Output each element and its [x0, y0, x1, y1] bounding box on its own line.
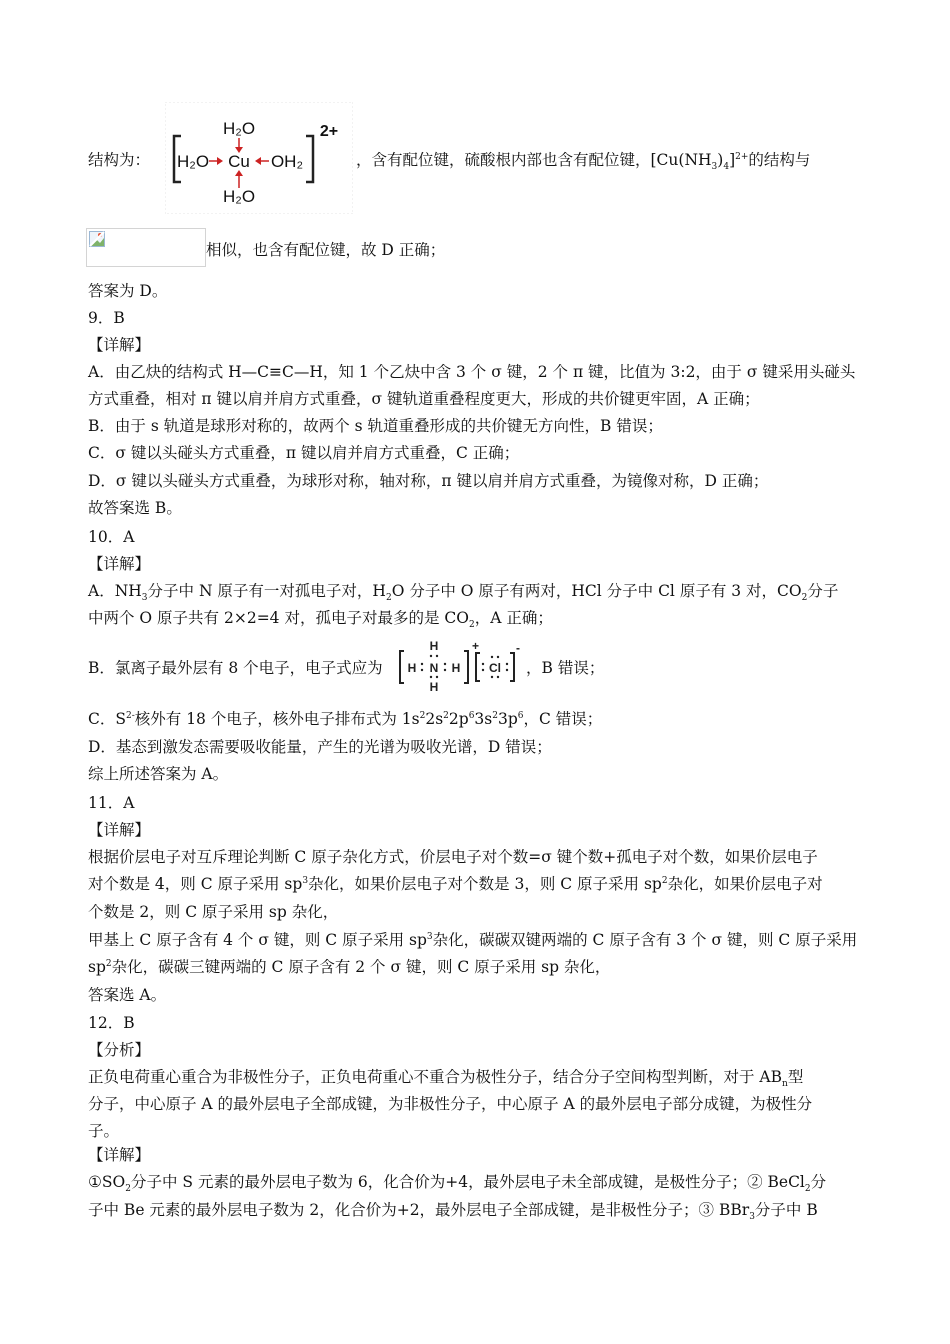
- text: 子中 Be 元素的最外层电子数为 2，化合价为+2，最外层电子全部成键，是非极性分子；③ BBr: [88, 1201, 750, 1219]
- text: 杂化，如果价层电子对个数是 3，则 C 原子采用 sp: [308, 875, 662, 893]
- q11-answer: 答案选 A。: [88, 986, 167, 1004]
- text: 分子中 B: [754, 1201, 818, 1219]
- h-atom-left: H: [407, 661, 417, 675]
- sup: 3: [426, 931, 433, 942]
- sup: 3: [302, 875, 309, 886]
- text: 中两个 O 原子共有 2×2=4 对，孤电子对最多的是 CO: [88, 609, 469, 627]
- text: O 分子中 O 原子有两对，HCl 分子中 Cl 原子有 3 对，CO: [391, 582, 802, 600]
- q12-analysis-line2: 分子，中心原子 A 的最外层电子全部成键，为非极性分子，中心原子 A 的最外层电子部分成键，为极性分: [88, 1095, 813, 1113]
- answer-8: 答案为 D。: [88, 282, 168, 300]
- q10-option-b-result: ，B 错误；: [526, 659, 605, 677]
- bottom-ligand: H₂O: [222, 187, 256, 206]
- q10-number: 10．A: [88, 528, 135, 546]
- q11-number: 11．A: [88, 794, 135, 812]
- q9-option-d: D．σ 键以头碰头方式重叠，为球形对称，轴对称，π 键以肩并肩方式重叠，为镜像对称，D 正确；: [88, 472, 769, 490]
- sub-4: 4: [723, 162, 730, 173]
- q9-option-b: B．由于 s 轨道是球形对称的，故两个 s 轨道重叠形成的共价键无方向性，B 错误；: [88, 417, 663, 435]
- text: 甲基上 C 原子含有 4 个 σ 键，则 C 原子采用 sp: [88, 931, 427, 949]
- q9-option-c: C．σ 键以头碰头方式重叠，π 键以肩并肩方式重叠，C 正确；: [88, 444, 520, 462]
- q10-detail-heading: 【详解】: [88, 555, 151, 573]
- ammonium-chloride-lewis-structure: [398, 640, 522, 692]
- text: ①SO: [88, 1173, 126, 1191]
- q12-detail-line2: [88, 1200, 868, 1223]
- text: A．NH: [88, 582, 142, 600]
- q12-detail-heading: 【详解】: [88, 1146, 151, 1164]
- q12-number: 12．B: [88, 1014, 135, 1032]
- sub-3: 3: [711, 162, 718, 173]
- text: ，A 正确；: [474, 609, 553, 627]
- q11-line4: [88, 930, 868, 950]
- q10-option-a-line1: [88, 581, 868, 604]
- sup: 2: [661, 875, 668, 886]
- q10-option-a-line2: [88, 608, 868, 631]
- text: 杂化，碳碳双键两端的 C 原子含有 3 个 σ 键，则 C 原子采用: [432, 931, 858, 949]
- q9-option-a-line2: 方式重叠，相对 π 键以肩并肩方式重叠，σ 键轨道重叠程度更大，形成的共价键更牢固，A 正确；: [88, 390, 760, 408]
- q9-option-a-line1: A．由乙炔的结构式 H—C≡C—H，知 1 个乙炔中含 3 个 σ 键，2 个 π 键，比值为 3:2，由于 σ 键采用头碰头: [88, 363, 856, 381]
- text: B．氯离子最外层有 8 个电子，电子式应为: [88, 659, 383, 677]
- q9-detail-heading: 【详解】: [88, 336, 151, 354]
- q11-line2: [88, 874, 868, 894]
- right-ligand: OH₂: [270, 152, 304, 171]
- sub-2: 2: [385, 593, 392, 604]
- q12-analysis-line1: [88, 1067, 868, 1090]
- sup: 2: [492, 710, 498, 721]
- q11-detail-heading: 【详解】: [88, 821, 151, 839]
- sup: 2: [105, 958, 112, 969]
- sup: 2: [443, 710, 449, 721]
- structure-text: ，含有配位键，硫酸根内部也含有配位键，$[Cu(NH_3)_4]^{2+}$的结构与: [356, 151, 811, 173]
- image-caption: [206, 240, 950, 260]
- text: sp: [88, 958, 106, 976]
- sub: 2: [125, 1184, 131, 1195]
- cl-atom: Cl: [489, 661, 501, 675]
- sub: n: [782, 1079, 788, 1090]
- text: 分子中 S 元素的最外层电子数为 6，化合价为+4，最外层电子未全部成键，是极性分子；② BeCl: [130, 1173, 805, 1191]
- sup: 6: [517, 710, 524, 721]
- q11-line1: 根据价层电子对互斥理论判断 C 原子杂化方式，价层电子对个数=σ 键个数+孤电子对个数，如果价层电子: [88, 848, 818, 866]
- text: 3s: [474, 710, 493, 728]
- sup-2plus: 2+: [735, 151, 749, 162]
- text: 杂化，如果价层电子对: [667, 875, 823, 893]
- text: ，C 错误；: [523, 710, 603, 728]
- h-atom-bottom: H: [429, 680, 439, 692]
- text: 2p: [448, 710, 469, 728]
- q11-line5: [88, 957, 868, 977]
- text: 杂化，碳碳三键两端的 C 原子含有 2 个 σ 键，则 C 原子采用 sp 杂化，: [111, 958, 611, 976]
- complex-charge: 2+: [319, 123, 339, 140]
- text: 分子中 N 原子有一对孤电子对，H: [147, 582, 386, 600]
- q10-answer: 综上所述答案为 A。: [88, 765, 229, 783]
- structure-end: 的结构与: [748, 151, 811, 169]
- q12-analysis-heading: 【分析】: [88, 1041, 151, 1059]
- image-caption-text: 相似，也含有配位键，故 D 正确；: [206, 241, 446, 259]
- n-atom: N: [429, 661, 439, 675]
- text: 对个数是 4，则 C 原子采用 sp: [88, 875, 303, 893]
- sup: 6: [468, 710, 475, 721]
- broken-image-placeholder: [86, 228, 206, 267]
- sup: 2-: [125, 710, 135, 721]
- q12-analysis-line3: 子。: [88, 1122, 120, 1140]
- center-metal: Cu: [228, 152, 250, 171]
- text: C．S: [88, 710, 126, 728]
- q11-line3: 个数是 2，则 C 原子采用 sp 杂化，: [88, 903, 339, 921]
- text: 分: [810, 1173, 827, 1191]
- text: 核外有 18 个电子，核外电子排布式为 1s: [134, 710, 420, 728]
- structure-suffix: ，含有配位键，硫酸根内部也含有配位键，[Cu(NH: [356, 151, 712, 169]
- structure-prefix: 结构为：: [88, 151, 151, 169]
- sub-3: 3: [141, 593, 148, 604]
- text: 正负电荷重心重合为非极性分子，正负电荷重心不重合为极性分子，结合分子空间构型判断，对于 AB: [88, 1068, 783, 1086]
- sup: 2: [419, 710, 426, 721]
- text: 型: [787, 1068, 804, 1086]
- cu-aqua-complex-structure: [165, 102, 353, 214]
- left-ligand: H₂O: [176, 152, 210, 171]
- text: 分子: [807, 582, 839, 600]
- q10-option-c: [88, 709, 868, 729]
- q9-number: 9．B: [88, 309, 125, 327]
- minus-charge: -: [516, 641, 520, 655]
- text: 3p: [497, 710, 518, 728]
- sub: 3: [749, 1212, 755, 1223]
- sub: 2: [804, 1184, 811, 1195]
- q9-answer: 故答案选 B。: [88, 499, 182, 517]
- top-ligand: H₂O: [222, 119, 256, 138]
- sub-2: 2: [801, 593, 808, 604]
- plus-charge: +: [472, 640, 480, 653]
- text: 2s: [425, 710, 444, 728]
- sub-2: 2: [468, 620, 475, 631]
- q12-detail-line1: [88, 1172, 868, 1195]
- h-atom-right: H: [451, 661, 461, 675]
- broken-image-icon: [89, 231, 105, 247]
- h-atom-top: H: [429, 640, 439, 653]
- q10-option-d: D．基态到激发态需要吸收能量，产生的光谱为吸收光谱，D 错误；: [88, 738, 552, 756]
